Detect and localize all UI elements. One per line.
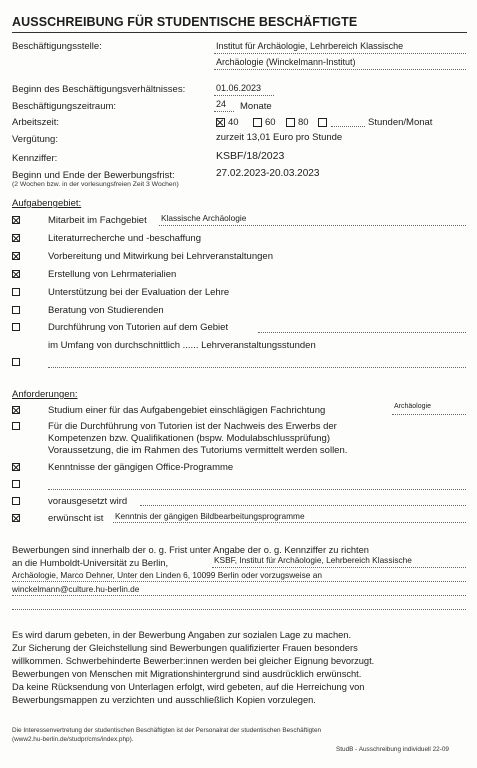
arbeitszeit-label: Arbeitszeit: [12,117,59,128]
kennziffer-label: Kennziffer: [12,153,58,164]
stelle-value-1: Institut für Archäologie, Lehrbereich Klassische [216,41,404,51]
zeitraum-unit: Monate [240,101,272,112]
bewerbung-line-2-prefix: an die Humboldt-Universität zu Berlin, [12,558,169,568]
frist-note: (2 Wochen bzw. in der vorlesungsfreien Zeit 3 Wochen) [12,181,179,188]
hinweis-line-5: Da keine Rücksendung von Unterlagen erfolgt, wird gebeten, auf die Herreichung von [12,682,365,692]
anforderungen-heading: Anforderungen: [12,389,78,400]
arbeitszeit-60-checkbox[interactable] [253,118,262,127]
aufgabe-7-text: Durchführung von Tutorien auf dem Gebiet [48,322,229,333]
arbeitszeit-other-checkbox[interactable] [318,118,327,127]
kennziffer-value: KSBF/18/2023 [216,150,285,162]
anforderung-6-fill: Kenntnis der gängigen Bildbearbeitungsprogramme [115,511,305,521]
bewerbung-line-3-fill: Archäologie, Marco Dehner, Unter den Linden 6, 10099 Berlin oder vorzugsweise an [12,570,322,580]
footer-form-id: StudB - Ausschreibung individuell 22-09 [336,746,449,753]
aufgabe-4-checkbox[interactable] [12,270,20,278]
anforderung-1-text: Studium einer für das Aufgabengebiet einschlägigen Fachrichtung [48,405,326,416]
stelle-value-2: Archäologie (Winckelmann-Institut) [216,57,356,67]
aufgaben-heading: Aufgabengebiet: [12,198,82,209]
aufgabe-1-fill: Klassische Archäologie [161,213,247,223]
footer-line-2: (www2.hu-berlin.de/studpr/cms/index.php). [12,736,134,743]
anforderung-1-checkbox[interactable] [12,406,20,414]
anforderung-4-checkbox[interactable] [12,480,20,488]
hinweis-line-2: Zur Sicherung der Gleichstellung sind Bewerbungen qualifizierter Frauen besonders [12,643,358,653]
stelle-label: Beschäftigungsstelle: [12,41,102,52]
hinweis-line-1: Es wird darum gebeten, in der Bewerbung Angaben zur sozialen Lage zu machen. [12,630,352,640]
aufgabe-2-text: Literaturrecherche und -beschaffung [48,233,201,244]
aufgabe-4-text: Erstellung von Lehrmaterialien [48,269,177,280]
arbeitszeit-80-checkbox[interactable] [286,118,295,127]
hinweis-line-6: Bewerbungsmappen zu verzichten und ausschließlich Kopien vorzulegen. [12,695,316,705]
bewerbung-line-4-fill: winckelmann@culture.hu-berlin.de [12,584,140,594]
aufgabe-1-text: Mitarbeit im Fachgebiet [48,215,147,226]
arbeitszeit-40-checkbox[interactable] [216,118,225,127]
zeitraum-label: Beschäftigungszeitraum: [12,101,117,112]
anforderung-2-line-3: Voraussetzung, die im Rahmen des Tutoriums vermittelt werden sollen. [48,445,348,456]
frist-label: Beginn und Ende der Bewerbungsfrist: [12,170,175,181]
arbeitszeit-80-label: 80 [298,117,309,128]
anforderung-5-checkbox[interactable] [12,497,20,505]
title-rule [12,32,467,33]
hinweis-line-4: Bewerbungen von Menschen mit Migrationshintergrund sind ausdrücklich erwünscht. [12,669,362,679]
anforderung-2-line-1: Für die Durchführung von Tutorien ist der Nachweis des Erwerbs der [48,421,337,432]
frist-value: 27.02.2023-20.03.2023 [216,168,320,179]
aufgabe-3-checkbox[interactable] [12,252,20,260]
aufgabe-2-checkbox[interactable] [12,234,20,242]
umfang-text: im Umfang von durchschnittlich ...... Lehrveranstaltungsstunden [48,340,316,351]
arbeitszeit-40-label: 40 [228,117,239,128]
anforderung-5-text: vorausgesetzt wird [48,496,128,507]
aufgabe-6-checkbox[interactable] [12,306,20,314]
page-title: AUSSCHREIBUNG FÜR STUDENTISCHE BESCHÄFTIGTE [12,15,358,29]
anforderung-3-text: Kenntnisse der gängigen Office-Programme [48,462,234,473]
hinweis-line-3: willkommen. Schwerbehinderte Bewerber:innen werden bei gleicher Eignung bevorzugt. [12,656,375,666]
anforderung-6-checkbox[interactable] [12,514,20,522]
aufgabe-6-text: Beratung von Studierenden [48,305,164,316]
aufgabe-5-checkbox[interactable] [12,288,20,296]
verguetung-label: Vergütung: [12,134,58,145]
aufgabe-3-text: Vorbereitung und Mitwirkung bei Lehrveranstaltungen [48,251,273,262]
anforderung-2-checkbox[interactable] [12,422,20,430]
aufgabe-7-checkbox[interactable] [12,323,20,331]
aufgabe-8-checkbox[interactable] [12,358,20,366]
arbeitszeit-60-label: 60 [265,117,276,128]
anforderung-3-checkbox[interactable] [12,463,20,471]
beginn-value: 01.06.2023 [216,83,262,93]
bewerbung-line-2-fill: KSBF, Institut für Archäologie, Lehrbereich Klassische [214,555,412,565]
anforderung-2-line-2: Kompetenzen bzw. Qualifikationen (bspw. Modulabschlussprüfung) [48,433,330,444]
aufgabe-5-text: Unterstützung bei der Evaluation der Lehre [48,287,230,298]
zeitraum-value: 24 [216,99,227,109]
arbeitszeit-suffix: Stunden/Monat [368,117,433,128]
aufgabe-1-checkbox[interactable] [12,216,20,224]
footer-line-1: Die Interessenvertretung der studentischen Beschäftigten ist der Personalrat der studentischen Beschäftigten [12,727,322,734]
anforderung-6-text: erwünscht ist [48,513,104,524]
beginn-label: Beginn des Beschäftigungsverhältnisses: [12,84,186,95]
bewerbung-line-1: Bewerbungen sind innerhalb der o. g. Frist unter Angabe der o. g. Kennziffer zu richten [12,545,369,555]
anforderung-1-fill: Archäologie [394,403,431,410]
verguetung-value: zurzeit 13,01 Euro pro Stunde [216,132,343,143]
